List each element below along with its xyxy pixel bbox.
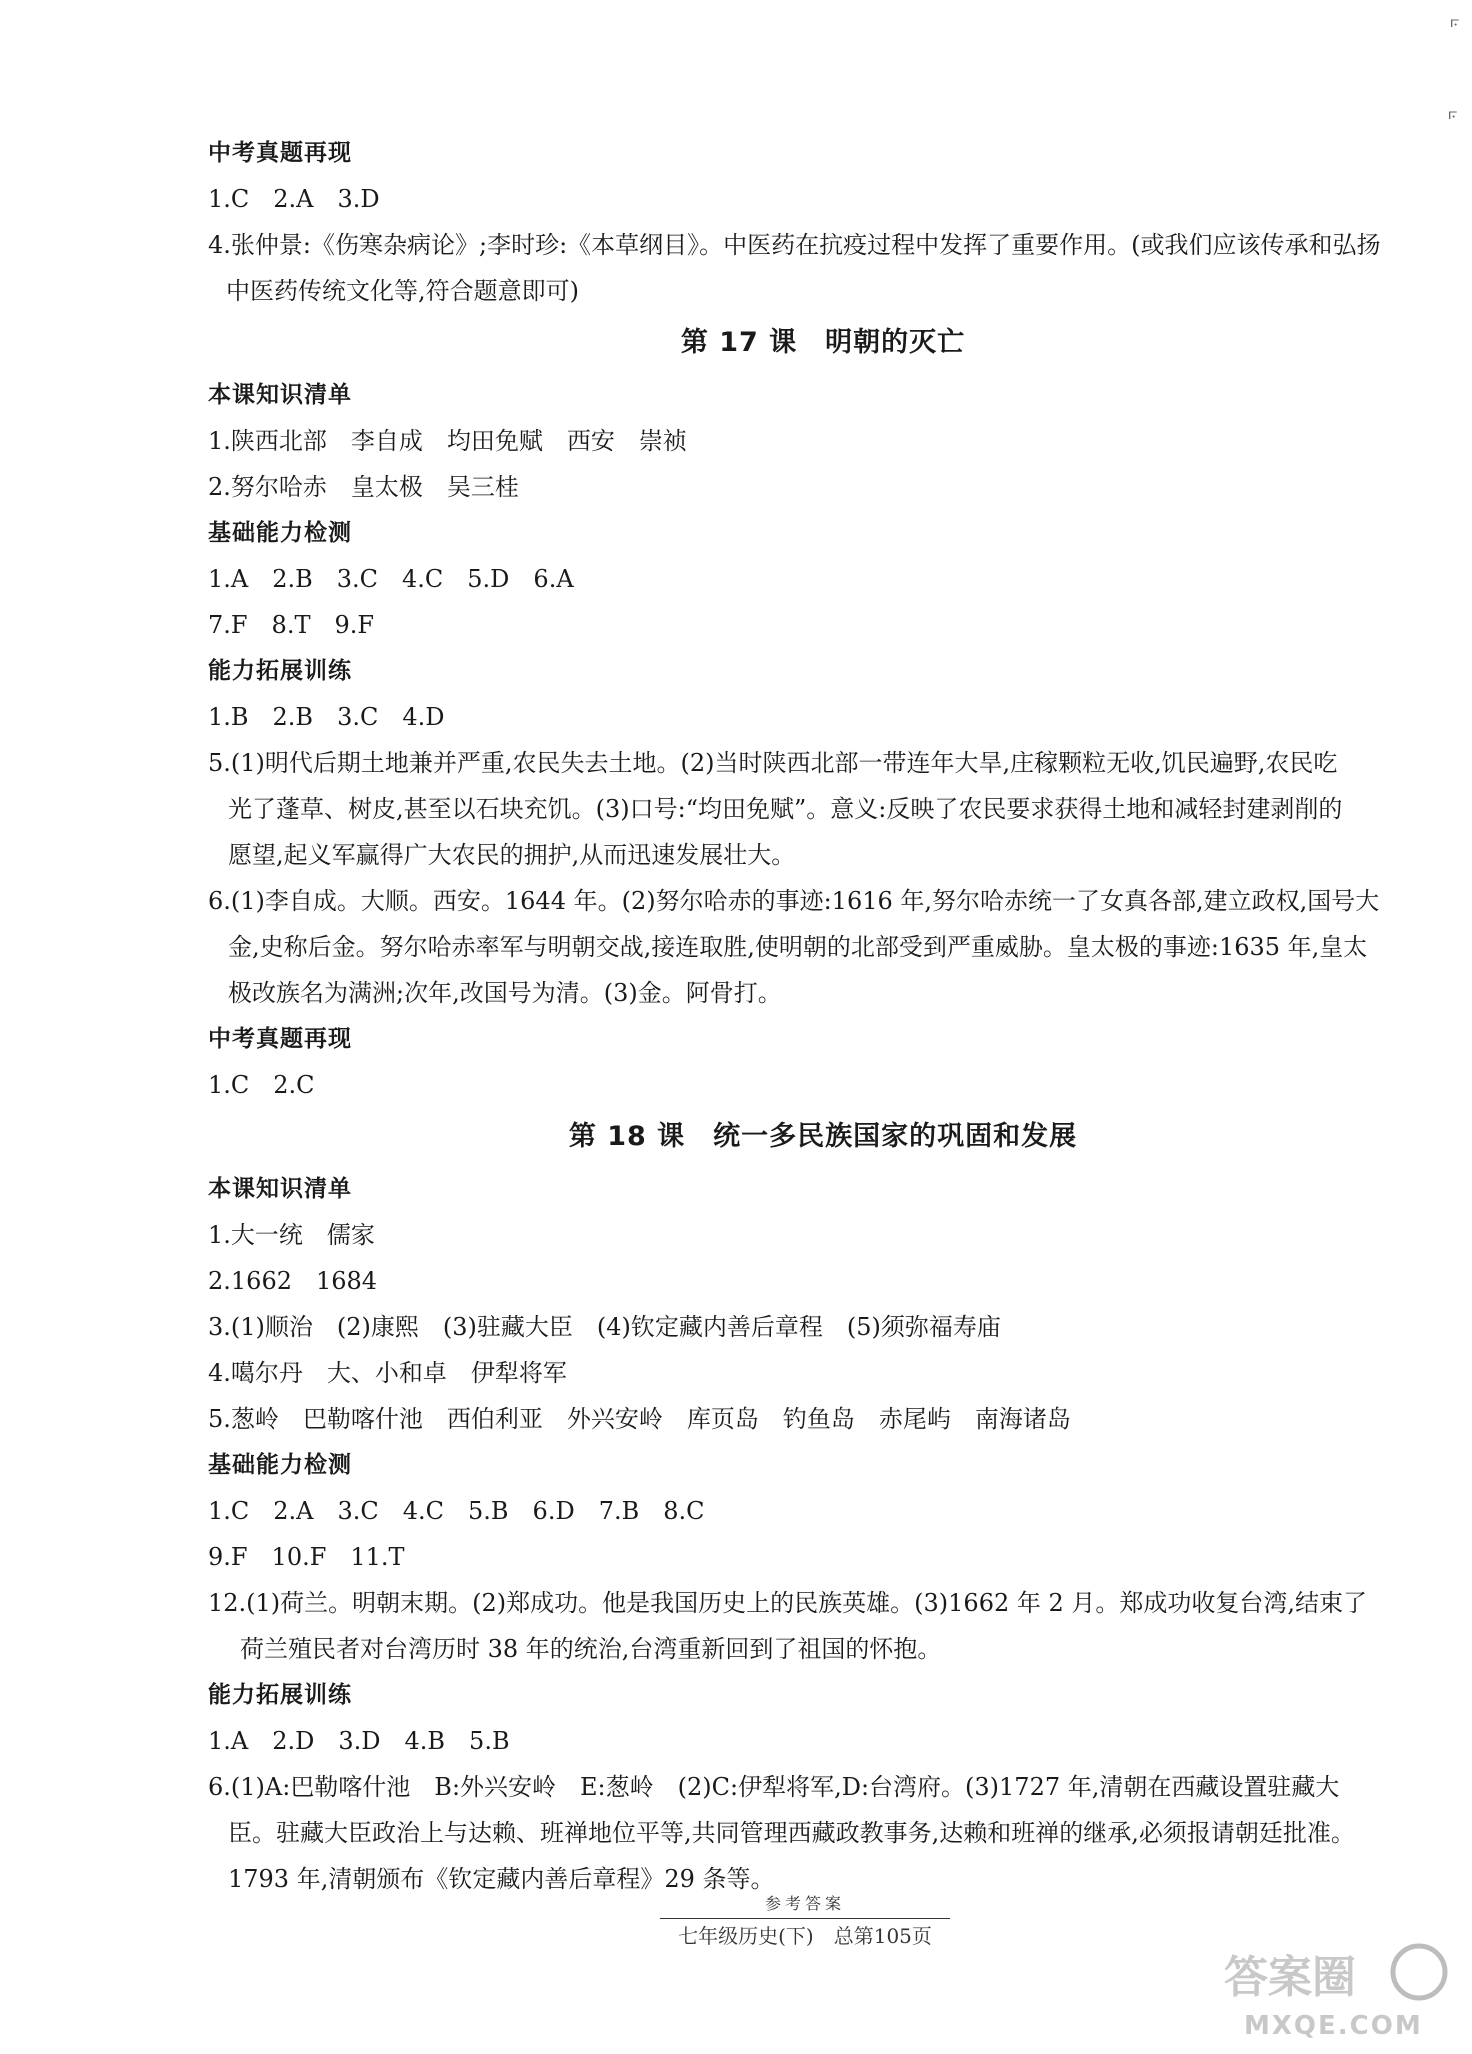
watermark-logo: [1214, 1934, 1454, 2044]
answer-line: 愿望,起义军赢得广大农民的拥护,从而迅速发展壮大。: [228, 841, 796, 869]
answer-line: 1.A 2.B 3.C 4.C 5.D 6.A: [208, 565, 574, 593]
answer-line: 荷兰殖民者对台湾历时 38 年的统治,台湾重新回到了祖国的怀抱。: [240, 1635, 942, 1663]
answer-line: 7.F 8.T 9.F: [208, 611, 375, 639]
answer-line: 光了蓬草、树皮,甚至以石块充饥。(3)口号:“均田免赋”。意义:反映了农民要求获得土地和减轻封建剥削的: [228, 795, 1343, 823]
corner-mark-icon: ⟔: [1449, 8, 1460, 33]
section-heading: 基础能力检测: [208, 1452, 352, 1478]
answer-line: 2.努尔哈赤 皇太极 吴三桂: [208, 473, 519, 501]
answer-line: 1.A 2.D 3.D 4.B 5.B: [208, 1727, 510, 1755]
section-heading: 能力拓展训练: [208, 1682, 352, 1708]
answer-line: 1.大一统 儒家: [208, 1221, 375, 1249]
answer-line: 金,史称后金。努尔哈赤率军与明朝交战,接连取胜,使明朝的北部受到严重威胁。皇太极的事迹:1635 年,皇太: [228, 933, 1368, 961]
answer-line: 1.C 2.A 3.D: [208, 185, 380, 213]
answer-line: 臣。驻藏大臣政治上与达赖、班禅地位平等,共同管理西藏政教事务,达赖和班禅的继承,必须报请朝廷批准。: [228, 1819, 1355, 1847]
section-heading: 本课知识清单: [208, 1176, 352, 1202]
watermark-brand-text: 答案圈: [1224, 1952, 1356, 2003]
answer-line: 1.B 2.B 3.C 4.D: [208, 703, 445, 731]
answer-line: 6.(1)A:巴勒喀什池 B:外兴安岭 E:葱岭 (2)C:伊犁将军,D:台湾府。(3)1727 年,清朝在西藏设置驻藏大: [208, 1773, 1340, 1801]
corner-mark-icon: ⟔: [1447, 100, 1458, 125]
answer-line: 4.张仲景:《伤寒杂病论》;李时珍:《本草纲目》。中医药在抗疫过程中发挥了重要作用。(或我们应该传承和弘扬: [208, 231, 1381, 259]
answer-line: 5.葱岭 巴勒喀什池 西伯利亚 外兴安岭 库页岛 钓鱼岛 赤尾屿 南海诸岛: [208, 1405, 1071, 1433]
lesson-title: 第 17 课 明朝的灭亡: [680, 327, 966, 358]
section-heading: 本课知识清单: [208, 382, 352, 408]
answer-line: 中医药传统文化等,符合题意即可): [226, 277, 579, 305]
answer-line: 4.噶尔丹 大、小和卓 伊犁将军: [208, 1359, 567, 1387]
section-heading: 基础能力检测: [208, 520, 352, 546]
answer-line: 3.(1)顺治 (2)康熙 (3)驻藏大臣 (4)钦定藏内善后章程 (5)须弥福寿庙: [208, 1313, 1001, 1341]
page-content: [208, 130, 1438, 1902]
answer-line: 1.C 2.C: [208, 1071, 315, 1099]
footer-title: 参考答案: [660, 1890, 950, 1919]
answer-line: 1.陕西北部 李自成 均田免赋 西安 崇祯: [208, 427, 687, 455]
answer-line: 1.C 2.A 3.C 4.C 5.B 6.D 7.B 8.C: [208, 1497, 705, 1525]
section-heading: 中考真题再现: [208, 140, 352, 166]
page-footer: [660, 1890, 950, 1953]
answer-line: 极改族名为满洲;次年,改国号为清。(3)金。阿骨打。: [228, 979, 782, 1007]
answer-line: 5.(1)明代后期土地兼并严重,农民失去土地。(2)当时陕西北部一带连年大旱,庄稼颗粒无收,饥民遍野,农民吃: [208, 749, 1338, 777]
answer-line: 1793 年,清朝颁布《钦定藏内善后章程》29 条等。: [228, 1865, 775, 1893]
footer-page-info: 七年级历史(下) 总第105页: [678, 1924, 932, 1948]
section-heading: 能力拓展训练: [208, 658, 352, 684]
answer-line: 2.1662 1684: [208, 1267, 378, 1295]
watermark-site-text: MXQE.COM: [1244, 2011, 1423, 2041]
answer-line: 6.(1)李自成。大顺。西安。1644 年。(2)努尔哈赤的事迹:1616 年,努尔哈赤统一了女真各部,建立政权,国号大: [208, 887, 1380, 915]
watermark-logo-icon: [1214, 1934, 1454, 2044]
lesson-title: 第 18 课 统一多民族国家的巩固和发展: [568, 1121, 1078, 1152]
section-heading: 中考真题再现: [208, 1026, 352, 1052]
answer-line: 12.(1)荷兰。明朝末期。(2)郑成功。他是我国历史上的民族英雄。(3)1662 年 2 月。郑成功收复台湾,结束了: [208, 1589, 1368, 1617]
answer-line: 9.F 10.F 11.T: [208, 1543, 405, 1571]
